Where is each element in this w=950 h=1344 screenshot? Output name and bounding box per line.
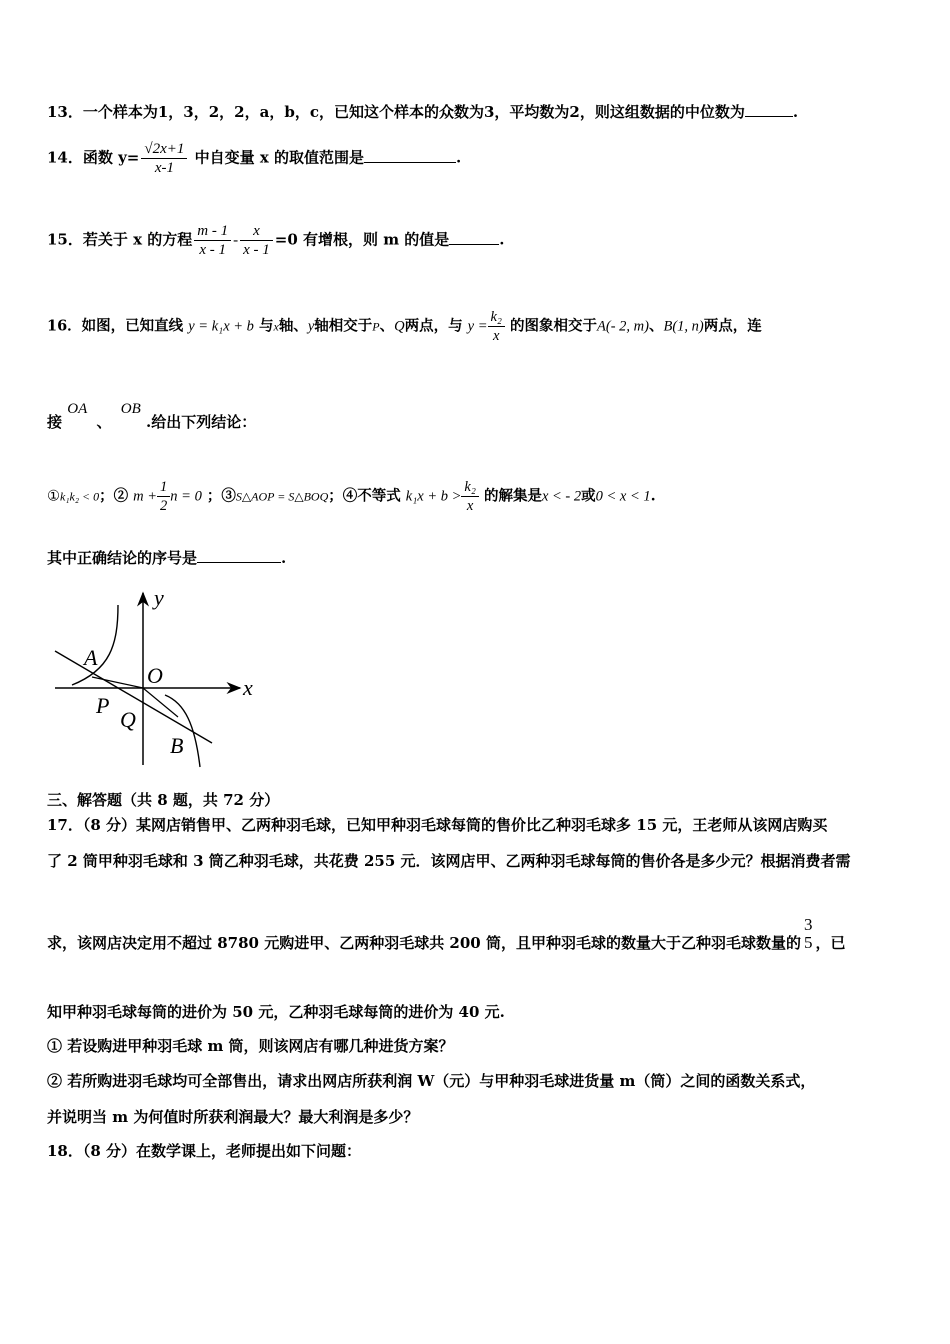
q16-sep: 、: [379, 317, 395, 335]
q16-text-conclusions: .给出下列结论：: [145, 413, 257, 431]
q14-denominator: x-1: [154, 160, 174, 176]
conclusion-2-mark: ；②: [99, 487, 129, 505]
q16-point-p: P: [372, 319, 380, 334]
q15-frac2-denominator: x - 1: [243, 242, 270, 258]
label-a: A: [84, 645, 98, 670]
q16-intro: 16．如图，已知直线: [47, 317, 184, 335]
label-b: B: [170, 733, 184, 758]
q14-fraction: [141, 140, 187, 177]
q16-text-connect-2: 接: [47, 413, 63, 431]
q16-text-graph: 的图象相交于: [510, 317, 598, 335]
q14-answer-blank: [364, 148, 456, 163]
conclusion-4-mark: ；④不等式: [328, 487, 401, 505]
q16-sep-3: 、: [96, 413, 112, 431]
question-13: [47, 102, 798, 122]
q13-end: .: [792, 103, 799, 121]
label-p: P: [96, 693, 110, 718]
q15-end: .: [499, 230, 505, 249]
conclusion-4-text: 的解集是: [483, 487, 542, 505]
q16-ask-text: 其中正确结论的序号是: [47, 549, 198, 567]
label-o: O: [147, 663, 163, 688]
conclusion-2-n: n = 0: [170, 488, 202, 505]
q16-text-axis: 轴、: [278, 317, 308, 335]
q16-text-intersect: 轴相交于: [314, 317, 373, 335]
q17-fraction: [801, 916, 816, 952]
conclusion-2-m: m +: [133, 488, 158, 505]
q15-fraction-1: [194, 222, 231, 259]
q15-fraction-2: [240, 222, 273, 259]
q17-line-3-text: 求，该网店决定用不超过 8780 元购进甲、乙两种羽毛球共 200 筒，且甲种羽毛球的数量大于乙种羽毛球数量的: [47, 934, 801, 952]
conclusion-4-solution-2: 0 < x < 1: [595, 488, 651, 505]
q13-text: 13．一个样本为1，3，2，2，a，b，c，已知这个样本的众数为3，平均数为2，则这组数据的中位数为: [47, 103, 745, 121]
section-3-heading: 三、解答题（共 8 题，共 72 分）: [47, 791, 280, 809]
q16-hyperbola-lhs: y =: [467, 318, 488, 335]
q16-text-two-points: 两点，与: [404, 317, 463, 335]
q15-minus: -: [233, 232, 239, 249]
question-16-conclusions: [47, 478, 656, 515]
conclusion-4-solution-1: x < - 2: [541, 488, 582, 505]
q16-y-axis-var: y: [307, 318, 315, 335]
q16-ask-end: .: [281, 549, 287, 567]
question-14: [47, 140, 461, 177]
q14-prefix: 14．函数 y=: [47, 148, 140, 167]
q15-frac1-denominator: x - 1: [199, 242, 226, 258]
q15-prefix: 15．若关于 x 的方程: [47, 230, 193, 249]
question-16-line-2: [47, 401, 257, 433]
conclusion-4-lhs: k₁x + b >: [405, 488, 462, 505]
q16-text-connect: 两点，连: [703, 317, 762, 335]
q17-line-2: 了 2 筒甲种羽毛球和 3 筒乙种羽毛球，共花费 255 元．该网店甲、乙两种羽毛球每筒的售价各是多少元？根据消费者需: [47, 852, 851, 870]
question-16-ask: [47, 548, 286, 568]
q16-answer-blank: [197, 548, 281, 563]
q16-sep-2: 、: [649, 317, 664, 335]
q17-frac-den: 5: [803, 933, 813, 952]
q17-frac-num: 3: [803, 915, 813, 934]
conclusion-4-fraction: [461, 478, 478, 515]
conclusion-3-expr: S△AOP = S△BOQ: [235, 489, 329, 504]
q16-point-a: A(- 2, m): [597, 318, 649, 335]
question-16-line-1: [47, 308, 762, 345]
q16-x-axis-var: x: [273, 319, 279, 334]
segment-oa: [92, 677, 143, 688]
question-15: [47, 222, 505, 259]
label-x: x: [243, 675, 253, 700]
label-q: Q: [120, 707, 136, 732]
q16-segment-oa: OA: [67, 401, 88, 417]
q16-hyperbola-fraction: [488, 308, 505, 345]
conclusion-1-mark: ①: [47, 488, 60, 505]
question-18: 18．（8 分）在数学课上，老师提出如下问题：: [47, 1142, 362, 1160]
q15-frac2-numerator: x: [240, 222, 273, 241]
q15-suffix: =0 有增根，则 m 的值是: [274, 230, 450, 249]
q15-frac1-numerator: m - 1: [194, 222, 231, 241]
q17-line-6: ② 若所购进羽毛球均可全部售出，请求出网店所获利润 W（元）与甲种羽毛球进货量 m（筒）之间的函数关系式，: [47, 1072, 816, 1090]
q17-line-4: 知甲种羽毛球每筒的进价为 50 元，乙种羽毛球每筒的进价为 40 元.: [47, 1003, 505, 1021]
q13-answer-blank: [745, 102, 793, 117]
q16-figure: [50, 585, 270, 770]
conclusion-4-or: 或: [581, 487, 596, 505]
q16-hyperbola-num: k₂: [488, 308, 505, 327]
q16-point-q: Q: [394, 318, 405, 335]
conclusion-2-fraction: [157, 478, 170, 515]
q17-line-7: 并说明当 m 为何值时所获利润最大？最大利润是多少？: [47, 1108, 419, 1126]
q17-line-5: ① 若设购进甲种羽毛球 m 筒，则该网店有哪几种进货方案？: [47, 1037, 454, 1055]
q16-hyperbola-den: x: [493, 328, 500, 344]
conclusion-4-end: .: [650, 487, 656, 505]
q17-line-1: 17．（8 分）某网店销售甲、乙两种羽毛球，已知甲种羽毛球每筒的售价比乙种羽毛球多 15 元，王老师从该网店购买: [47, 816, 828, 834]
conclusion-2-num: 1: [157, 478, 170, 497]
q15-answer-blank: [449, 230, 499, 245]
q16-segment-ob: OB: [120, 401, 141, 417]
conclusion-3-mark: ；③: [206, 487, 236, 505]
q16-text-and: 与: [258, 317, 274, 335]
q14-end: .: [456, 148, 462, 167]
conclusion-2-den: 2: [160, 498, 168, 514]
q16-line-equation: y = k₁x + b: [188, 318, 254, 335]
q17-line-3: [47, 915, 846, 962]
conclusion-1-expr: k₁k₂ < 0: [60, 489, 100, 504]
q14-numerator: √2x+1: [141, 140, 187, 159]
q14-suffix: 中自变量 x 的取值范围是: [189, 148, 365, 167]
q16-point-b: B(1, n): [663, 318, 704, 335]
conclusion-4-den: x: [466, 498, 474, 514]
label-y: y: [154, 585, 164, 610]
conclusion-4-num: k₂: [461, 478, 478, 497]
q17-line-3-end: ，已: [815, 934, 846, 952]
